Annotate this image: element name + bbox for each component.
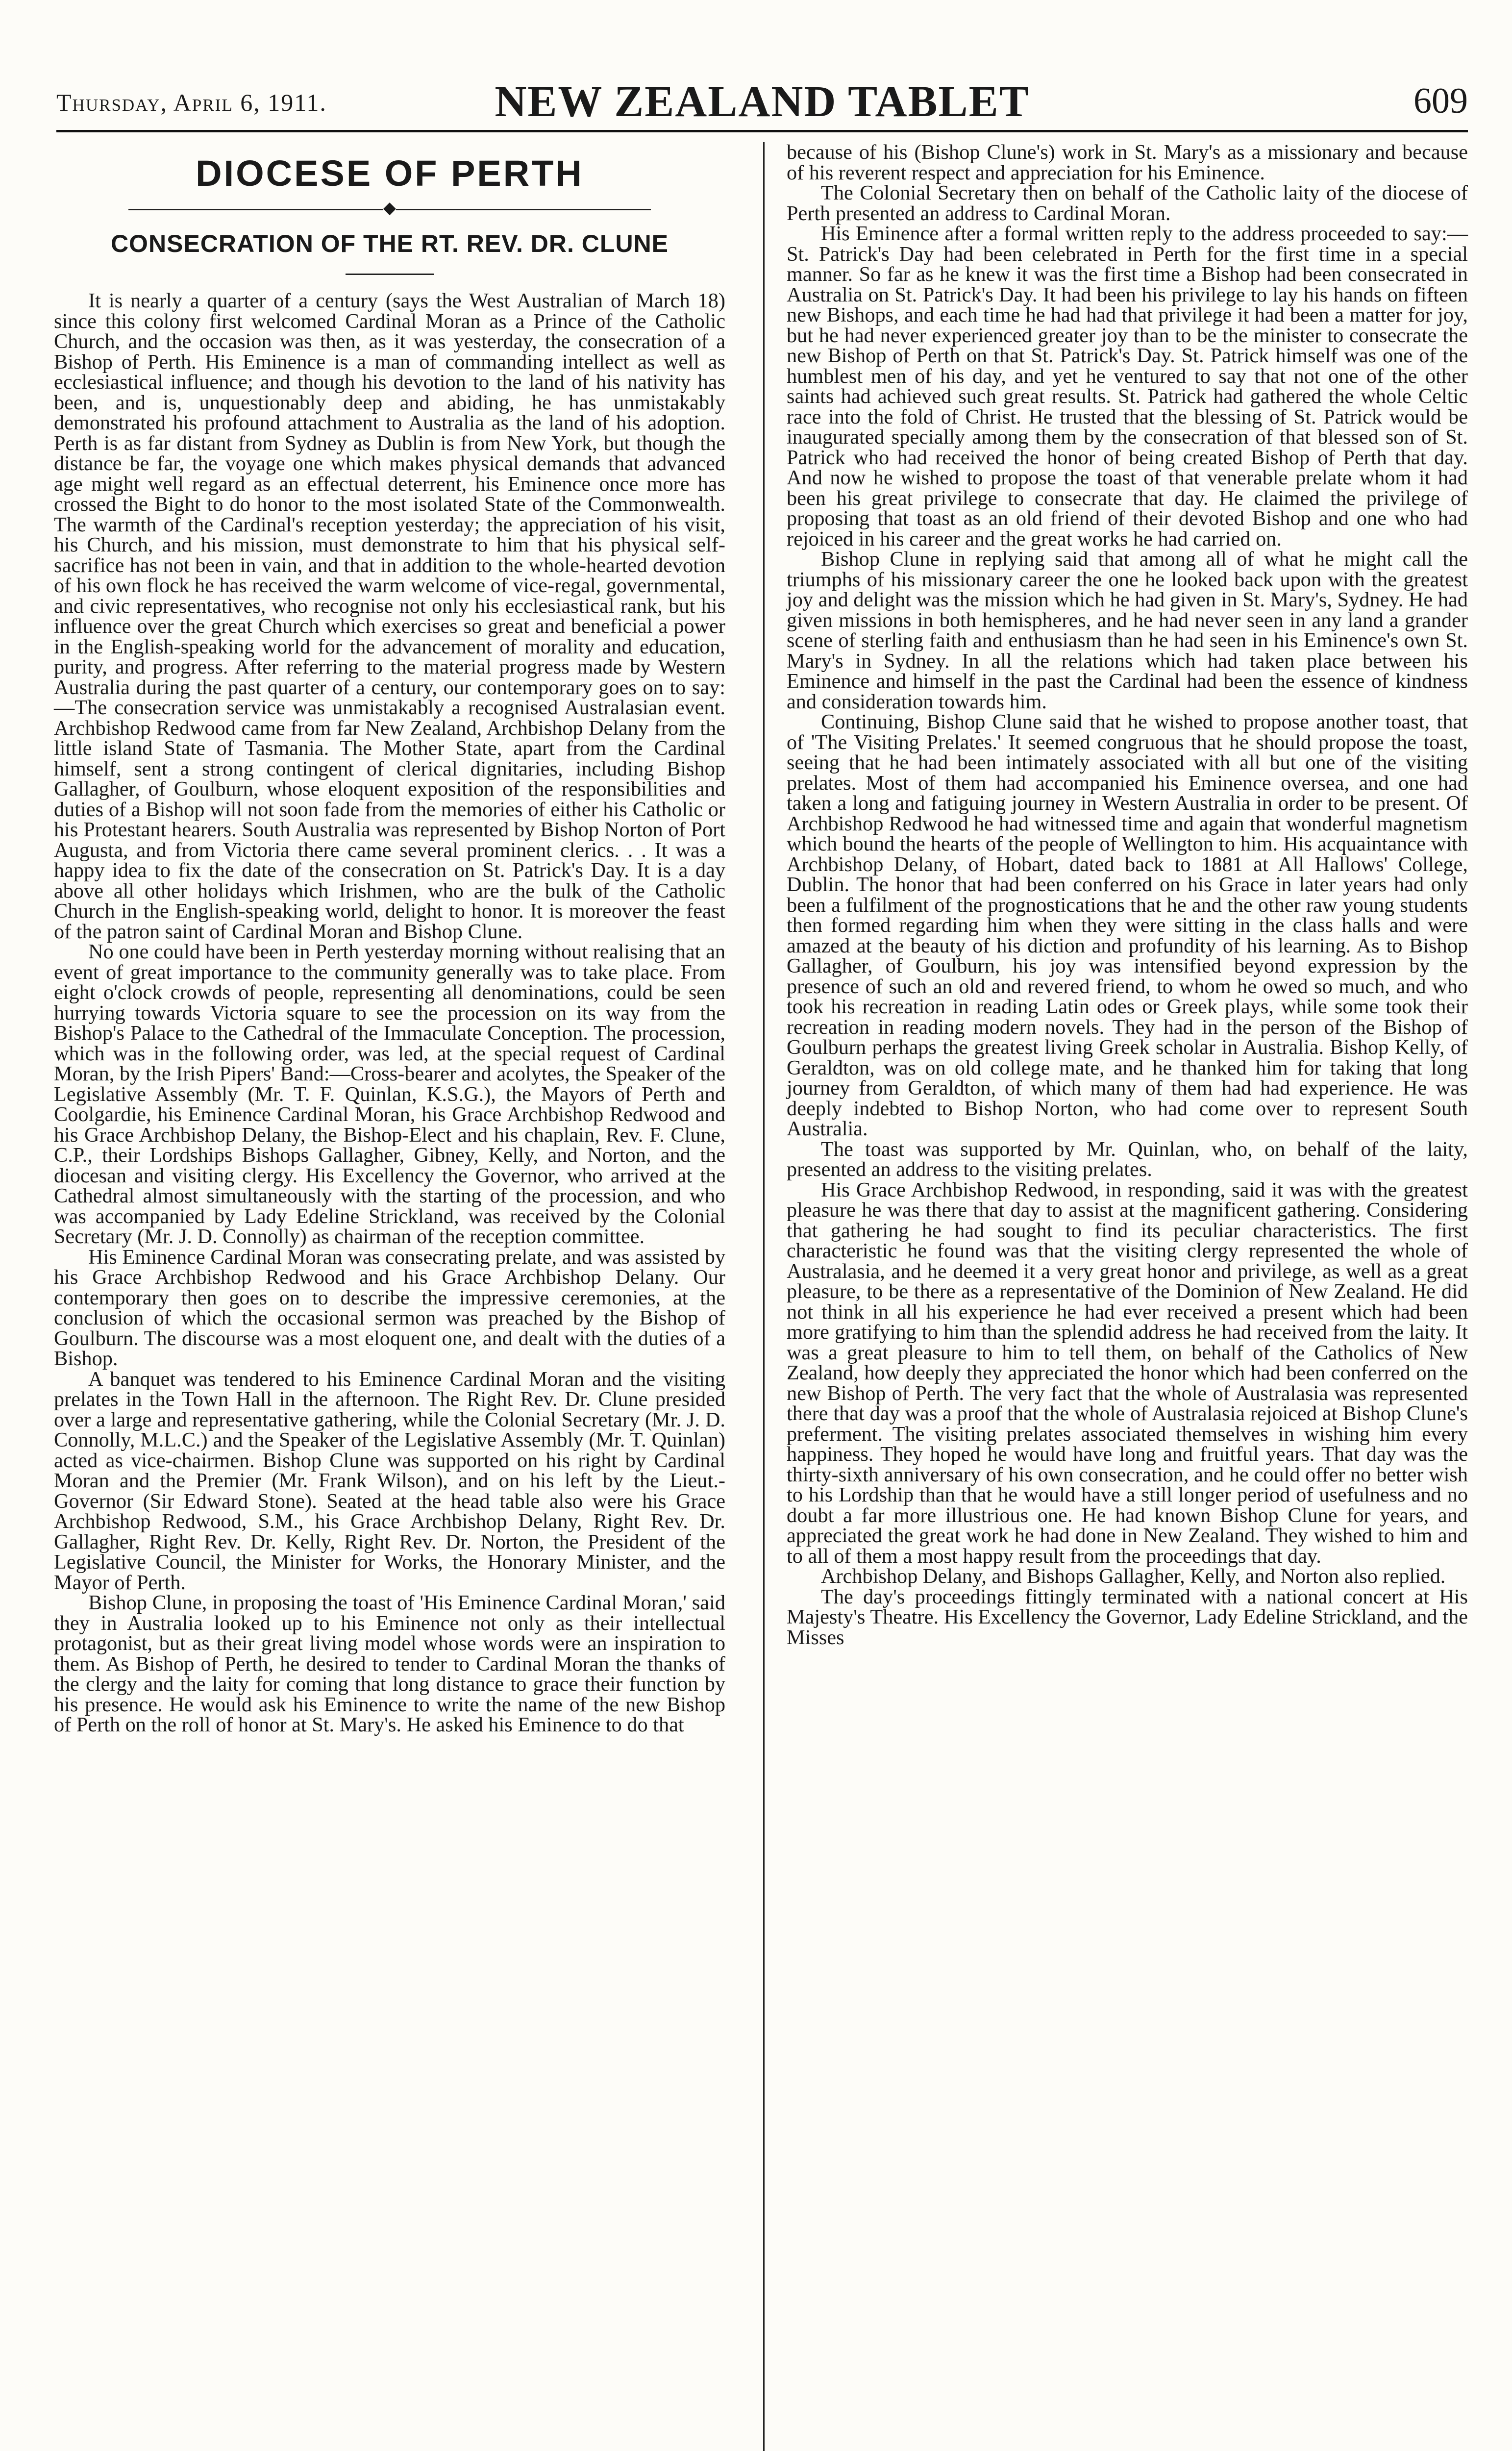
publication-title: NEW ZEALAND TABLET bbox=[495, 77, 1030, 126]
masthead-rule bbox=[56, 130, 1468, 132]
paragraph: His Eminence Cardinal Moran was consecrating prelate, and was assisted by his Grace Archbishop Redwood and his Grace Archbishop Delany. Our contemporary then goes on to describe the impressive ceremonies, at the conclusion of which the occasional sermon was preached by the Bishop of Goulburn. The discourse was a most eloquent one, and dealt with the duties of a Bishop. bbox=[54, 1245, 725, 1370]
left-column bbox=[54, 142, 725, 1735]
paragraph: Archbishop Delany, and Bishops Gallagher, Kelly, and Norton also replied. bbox=[821, 1565, 1446, 1588]
column-divider bbox=[763, 142, 765, 2451]
paragraph: No one could have been in Perth yesterday morning without realising that an event of great importance to the community generally was to take place. From eight o'clock crowds of people, representing all denominations, could be seen hurrying towards Victoria square to see the procession on its way from the Bishop's Palace to the Cathedral of the Immaculate Conception. The procession, which was in the following order, was led, at the special request of Cardinal Moran, by the Irish Pipers' Band:—Cross-bearer and acolytes, the Speaker of the Legislative Assembly (Mr. T. F. Quinlan, K.S.G.), the Mayors of Perth and Coolgardie, his Eminence Cardinal Moran, his Grace Archbishop Redwood and his Grace Archbishop Delany, the Bishop-Elect and his chaplain, Rev. F. Clune, C.P., their Lordships Bishops Gallagher, Gibney, Kelly, and Norton, and the diocesan and visiting clergy. His Excellency the Governor, who arrived at the Cathedral almost simultaneously with the starting of the procession, and who was accompanied by Lady Edeline Strickland, was received by the Colonial Secretary (Mr. J. D. Connolly) as chairman of the reception committee. bbox=[54, 940, 725, 1248]
article-subheading: CONSECRATION OF THE RT. REV. DR. CLUNE bbox=[110, 230, 669, 257]
paragraph: The toast was supported by Mr. Quinlan, who, on behalf of the laity, presented an address to the visiting prelates. bbox=[787, 1137, 1468, 1181]
issue-date: Thursday, April 6, 1911. bbox=[56, 89, 327, 116]
paragraph: The Colonial Secretary then on behalf of the Catholic laity of the diocese of Perth presented an address to Cardinal Moran. bbox=[787, 181, 1468, 225]
paragraph: A banquet was tendered to his Eminence Cardinal Moran and the visiting prelates in the Town Hall in the afternoon. The Right Rev. Dr. Clune presided over a large and representative gathering, while the Colonial Secretary (Mr. J. D. Connolly, M.L.C.) and the Speaker of the Legislative Assembly (Mr. T. Quinlan) acted as vice-chairmen. Bishop Clune was supported on his right by Cardinal Moran and the Premier (Mr. Frank Wilson), and on his left by the Lieut.-Governor (Sir Edward Stone). Seated at the head table also were his Grace Archbishop Redwood, S.M., his Grace Archbishop Delany, Right Rev. Dr. Gallagher, Right Rev. Dr. Kelly, Right Rev. Dr. Norton, the President of the Legislative Council, the Minister for Works, the Honorary Minister, and the Mayor of Perth. bbox=[54, 1367, 725, 1594]
paragraph: His Grace Archbishop Redwood, in responding, said it was with the greatest pleasure he was there that day to assist at the magnificent gathering. Considering that gathering he had sought to find its peculiar characteristics. The first characteristic he found was that the visiting clergy represented the whole of Australasia, and he deemed it a very great honor and privilege, as well as a great pleasure, to be there as a representative of the Dominion of New Zealand. He did not think in all his experience he had ever received a present which had been more gratifying to him than the splendid address he had received from the laity. It was a great pleasure to him to tell them, on behalf of the Catholics of New Zealand, how deeply they appreciated the honor which had been conferred on the new Bishop of Perth. The very fact that the whole of Australasia was represented there that day was a proof that the whole of Australasia rejoiced at Bishop Clune's preferment. The visiting prelates associated themselves in wishing him every happiness. They hoped he would have long and fruitful years. That day was the thirty-sixth anniversary of his own consecration, and he could offer no better wish to his Lordship than that he would have a still longer period of usefulness and no doubt a far more illustrious one. He had known Bishop Clune for years, and appreciated the great work he had done in New Zealand. They wished to him and to all of them a most happy result from the proceedings that day. bbox=[787, 1178, 1468, 1568]
masthead bbox=[56, 74, 1468, 130]
article-heading: DIOCESE OF PERTH bbox=[196, 153, 584, 194]
paragraph: It is nearly a quarter of a century (says the West Australian of March 18) since this colony first welcomed Cardinal Moran as a Prince of the Catholic Church, and the occasion was then, as it was yesterday, the consecration of a Bishop of Perth. His Eminence is a man of commanding intellect as well as ecclesiastical influence; and though his devotion to the land of his nativity has been, and is, unquestionably deep and abiding, he has unmistakably demonstrated his profound attachment to Australia as the land of his adoption. Perth is as far distant from Sydney as Dublin is from New York, but though the distance be far, the voyage one which makes physical demands that advanced age might well regard as an effectual deterrent, his Eminence once more has crossed the Bight to do honor to the most isolated State of the Commonwealth. The warmth of the Cardinal's reception yesterday; the appreciation of his visit, his Church, and his mission, must demonstrate to him that his physical self-sacrifice has not been in vain, and that in addition to the whole-hearted devotion of his own flock he has received the warm welcome of vice-regal, governmental, and civic representatives, who recognise not only his ecclesiastical rank, but his influence over the great Church which exercises so great and beneficial a power in the English-speaking world for the advancement of morality and education, purity, and progress. After referring to the material progress made by Western Australia during the past quarter of a century, our contemporary goes on to say:—The consecration service was unmistakably a recognised Australasian event. Archbishop Redwood came from far New Zealand, Archbishop Delany from the little island State of Tasmania. The Mother State, apart from the Cardinal himself, sent a strong contingent of clerical dignitaries, including Bishop Gallagher, of Goulburn, whose eloquent exposition of the responsibilities and duties of a Bishop will not soon fade from the memories of either his Catholic or his Protestant hearers. South Australia was represented by Bishop Norton of Port Augusta, and from Victoria there came several prominent clerics. . . It was a happy idea to fix the date of the consecration on St. Patrick's Day. It is a day above all other holidays which Irishmen, who are the bulk of the Catholic Church in the English-speaking world, delight to honor. It is moreover the feast of the patron saint of Cardinal Moran and Bishop Clune. bbox=[54, 289, 725, 943]
paragraph: Bishop Clune in replying said that among all of what he might call the triumphs of his missionary career the one he looked back upon with the greatest joy and delight was the mission which he had given in St. Mary's, Sydney. He had given missions in both hemispheres, and he had never seen in any land a grander scene of sterling faith and enthusiasm than he had seen in his Eminence's own St. Mary's in Sydney. In all the relations which had taken place between his Eminence and himself in the past the Cardinal had been the essence of kindness and consideration towards him. bbox=[787, 548, 1468, 713]
heading-ornament: ◆ bbox=[54, 198, 725, 219]
paragraph: because of his (Bishop Clune's) work in St. Mary's as a missionary and because of his reverent respect and appreciation for his Eminence. bbox=[787, 141, 1468, 184]
paragraph: His Eminence after a formal written reply to the address proceeded to say:—St. Patrick's Day had been celebrated in Perth for the first time in a special manner. So far as he knew it was the first time a Bishop had been consecrated in Australia on St. Patrick's Day. It had been his privilege to lay his hands on fifteen new Bishops, and each time he had had that privilege it had been a matter for joy, but he had never experienced greater joy than to be the minister to consecrate the new Bishop of Perth on that St. Patrick's Day. St. Patrick himself was one of the humblest men of his day, and yet he ventured to say that not one of the other saints had achieved such great results. St. Patrick had gathered the whole Celtic race into the fold of Christ. He trusted that the blessing of St. Patrick would be inaugurated specially among them by the consecration of that blessed son of St. Patrick who had received the honor of being created Bishop of Perth that day. And now he wished to propose the toast of that venerable prelate whom it had been his great privilege to consecrate that day. He claimed the privilege of proposing that toast as an old friend of their devoted Bishop and one who had rejoiced in his career and the great works he had carried on. bbox=[787, 222, 1468, 550]
right-column bbox=[787, 142, 1468, 1648]
page-number: 609 bbox=[1413, 81, 1468, 121]
paragraph: The day's proceedings fittingly terminated with a national concert at His Majesty's Theatre. His Excellency the Governor, Lady Edeline Strickland, and the Misses bbox=[787, 1585, 1468, 1649]
paragraph: Continuing, Bishop Clune said that he wished to propose another toast, that of 'The Visiting Prelates.' It seemed congruous that he should propose the toast, seeing that he had been intimately associated with all but one of the visiting prelates. Most of them had accompanied his Eminence oversea, and one had taken a long and fatiguing journey in Western Australia in order to be present. Of Archbishop Redwood he had witnessed time and again that wonderful magnetism which bound the hearts of the people of Wellington to him. His acquaintance with Archbishop Delany, of Hobart, dated back to 1881 at All Hallows' College, Dublin. The honor that had been conferred on his Grace in later years had only been a fulfilment of the prognostications that he and the other raw young students then formed regarding him when they were sitting in the class halls and were amazed at the beauty of his diction and profundity of his learning. As to Bishop Gallagher, of Goulburn, his joy was intensified beyond expression by the presence of such an old and revered friend, to whom he owed so much, and who took his recreation in reading Latin odes or Greek plays, while some took their recreation in reading modern novels. They had in the person of the Bishop of Goulburn perhaps the greatest living Greek scholar in Australia. Bishop Kelly, of Geraldton, was on old college mate, and he thanked him for taking that long journey from Geraldton, of which many of them had had experience. He was deeply indebted to Bishop Norton, who had come over to represent South Australia. bbox=[787, 710, 1468, 1140]
subheading-rule bbox=[346, 274, 434, 275]
paragraph: Bishop Clune, in proposing the toast of 'His Eminence Cardinal Moran,' said they in Australia looked up to his Eminence not only as their intellectual protagonist, but as their great living model whose words were an inspiration to them. As Bishop of Perth, he desired to tender to Cardinal Moran the thanks of the clergy and the laity for coming that long distance to grace their function by his presence. He would ask his Eminence to write the name of the new Bishop of Perth on the roll of honor at St. Mary's. He asked his Eminence to do that bbox=[54, 1591, 725, 1736]
